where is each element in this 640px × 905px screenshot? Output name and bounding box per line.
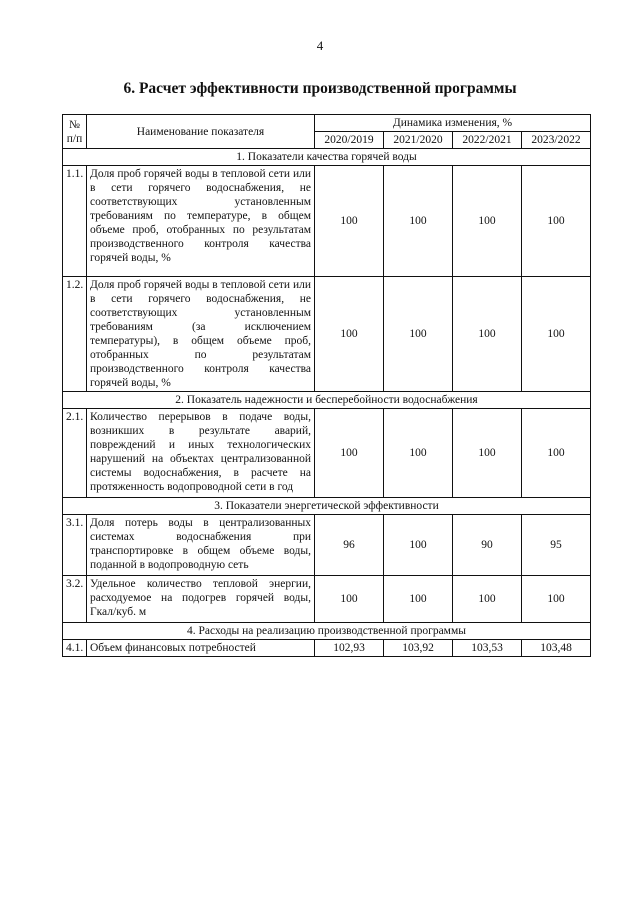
section-heading: 3. Показатели энергетической эффективности <box>63 498 591 515</box>
row-number: 3.1. <box>63 515 87 576</box>
header-year: 2022/2021 <box>453 132 522 149</box>
table-header-row <box>63 115 591 132</box>
header-dynamics: Динамика изменения, % <box>315 115 591 132</box>
value-cell: 100 <box>384 576 453 623</box>
value-cell: 100 <box>453 166 522 277</box>
value-cell: 100 <box>453 277 522 392</box>
row-number: 1.1. <box>63 166 87 277</box>
header-num: № п/п <box>63 115 87 149</box>
indicator-name: Доля проб горячей воды в тепловой сети или в сети горячего водоснабжения, не соответствующих установленным требованиям (за исключением температуры), в общем объеме проб, отобранных по результатам производственного контроля качества горячей воды, % <box>87 277 315 392</box>
value-cell: 100 <box>315 166 384 277</box>
indicator-name: Удельное количество тепловой энергии, расходуемое на подогрев горячей воды, Гкал/куб. м <box>87 576 315 623</box>
indicator-name: Доля проб горячей воды в тепловой сети или в сети горячего водоснабжения, не соответствующих установленным требованиям по температуре, в общем объеме проб, отобранных по результатам производственного контроля качества горячей воды, % <box>87 166 315 277</box>
value-cell: 96 <box>315 515 384 576</box>
value-cell: 100 <box>384 166 453 277</box>
indicator-name: Доля потерь воды в централизованных системах водоснабжения при транспортировке в общем объеме воды, поданной в водопроводную сеть <box>87 515 315 576</box>
table-row <box>63 277 591 392</box>
row-number: 4.1. <box>63 640 87 657</box>
section-heading: 1. Показатели качества горячей воды <box>63 149 591 166</box>
value-cell: 100 <box>384 409 453 498</box>
table-row <box>63 640 591 657</box>
header-name: Наименование показателя <box>87 115 315 149</box>
header-year: 2020/2019 <box>315 132 384 149</box>
table-row <box>63 576 591 623</box>
value-cell: 100 <box>453 409 522 498</box>
row-number: 1.2. <box>63 277 87 392</box>
value-cell: 102,93 <box>315 640 384 657</box>
value-cell: 100 <box>315 277 384 392</box>
value-cell: 100 <box>384 515 453 576</box>
efficiency-table <box>62 114 591 657</box>
row-number: 2.1. <box>63 409 87 498</box>
value-cell: 90 <box>453 515 522 576</box>
value-cell: 103,92 <box>384 640 453 657</box>
header-year: 2023/2022 <box>522 132 591 149</box>
value-cell: 103,53 <box>453 640 522 657</box>
value-cell: 100 <box>522 576 591 623</box>
section-row <box>63 623 591 640</box>
value-cell: 103,48 <box>522 640 591 657</box>
table-row <box>63 409 591 498</box>
section-heading: 4. Расходы на реализацию производственной программы <box>63 623 591 640</box>
section-row <box>63 498 591 515</box>
section-title: 6. Расчет эффективности производственной программы <box>123 80 517 97</box>
row-number: 3.2. <box>63 576 87 623</box>
value-cell: 100 <box>522 166 591 277</box>
section-row <box>63 149 591 166</box>
value-cell: 100 <box>522 277 591 392</box>
indicator-name: Количество перерывов в подаче воды, возникших в результате аварий, повреждений и иных технологических нарушений на объектах централизованной системы водоснабжения, в расчете на протяженность водопроводной сети в год <box>87 409 315 498</box>
indicator-name: Объем финансовых потребностей <box>87 640 315 657</box>
value-cell: 100 <box>315 409 384 498</box>
value-cell: 95 <box>522 515 591 576</box>
value-cell: 100 <box>522 409 591 498</box>
value-cell: 100 <box>384 277 453 392</box>
section-heading: 2. Показатель надежности и бесперебойности водоснабжения <box>63 392 591 409</box>
value-cell: 100 <box>315 576 384 623</box>
value-cell: 100 <box>453 576 522 623</box>
page-number: 4 <box>316 38 324 53</box>
header-year: 2021/2020 <box>384 132 453 149</box>
section-row <box>63 392 591 409</box>
table-row <box>63 166 591 277</box>
table-row <box>63 515 591 576</box>
